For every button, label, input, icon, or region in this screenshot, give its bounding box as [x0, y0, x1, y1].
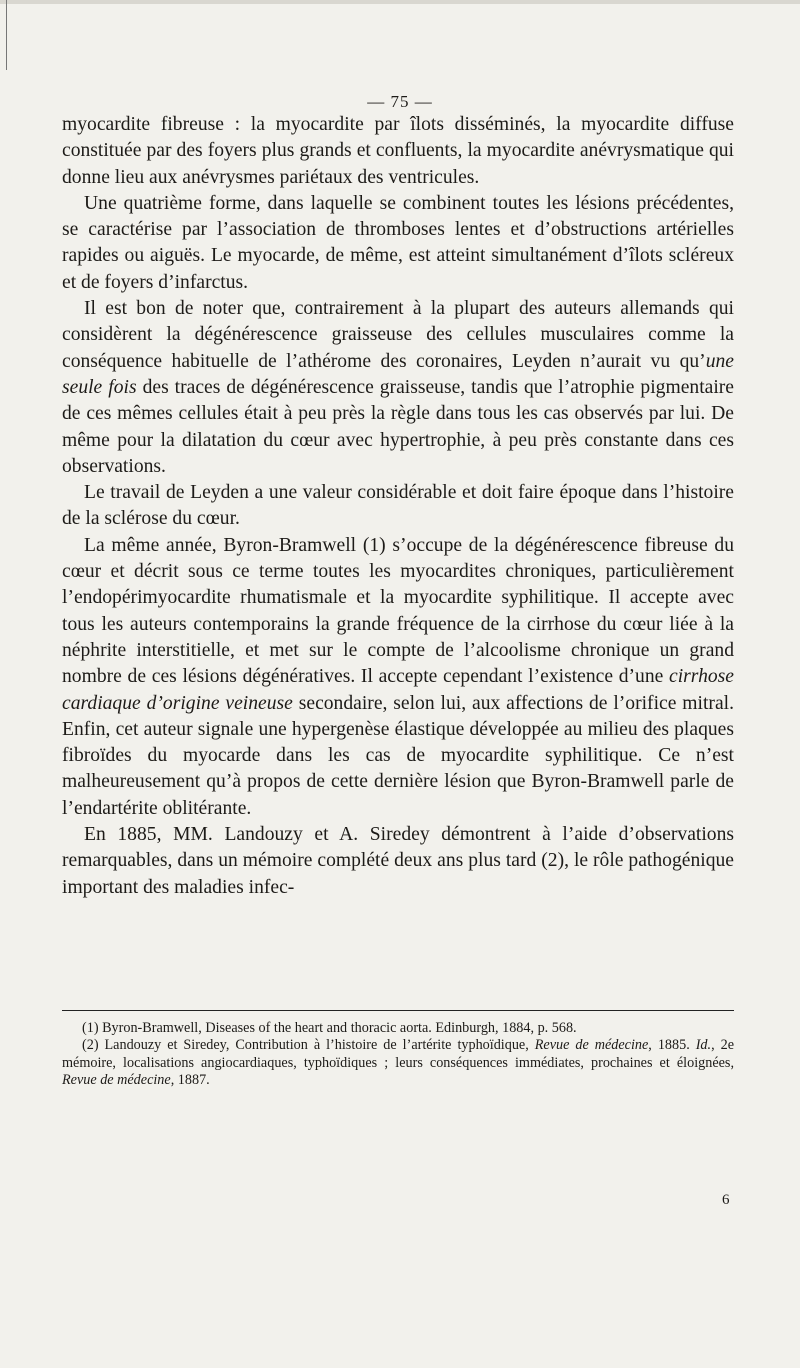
paragraph-4: Le travail de Leyden a une valeur considérable et doit faire époque dans l’histoire de la sclérose du cœur.	[62, 482, 734, 530]
page-edge-top	[0, 0, 800, 4]
footnote-rule	[62, 1010, 734, 1011]
paragraph-3: Il est bon de noter que, contrairement à la plupart des auteurs allemands qui considèrent la dégénérescence graisseuse des cellules musculaires comme la conséquence habituelle de l’athérome des coronaires, Leyden n’aurait vu qu’une seule fois des traces de dégénérescence graisseuse, tandis que l’atrophie pigmentaire de ces mêmes cellules était à peu près la règle dans tous les cas observés par lui. De même pour la dilatation du cœur avec hypertrophie, à peu près constante dans ces observations.	[62, 298, 735, 477]
paragraph-1: myocardite fibreuse : la myocardite par îlots disséminés, la myocardite diffuse constituée par des foyers plus grands et confluents, la myocardite anévrysmatique qui donne lieu aux anévrysmes pariétaux des ventricules.	[62, 114, 734, 188]
footnote-1: (1) Byron-Bramwell, Diseases of the heart and thoracic aorta. Edinburgh, 1884, p. 568.	[82, 1020, 577, 1036]
body-text	[62, 112, 734, 901]
footnote-2: (2) Landouzy et Siredey, Contribution à l’histoire de l’artérite typhoïdique, Revue de médecine, 1885. Id., 2e mémoire, localisations angiocardiaques, typhoïdiques ; leurs conséquences immédiates, prochaines et éloignées, Revue de médecine, 1887.	[62, 1037, 734, 1089]
footnotes	[62, 1020, 734, 1090]
paragraph-5: La même année, Byron-Bramwell (1) s’occupe de la dégénérescence fibreuse du cœur et décrit sous ce terme toutes les myocardites chroniques, particulièrement l’endopérimyocardite rhumatismale et la myocardite syphilitique. Il accepte avec tous les auteurs contemporains la grande fréquence de la cirrhose du cœur liée à la néphrite interstitielle, et met sur le compte de l’alcoolisme chronique un grand nombre de ces lésions dégénératives. Il accepte cependant l’existence d’une cirrhose cardiaque d’origine veineuse secondaire, selon lui, aux affections de l’orifice mitral. Enfin, cet auteur signale une hypergenèse élastique développée au milieu des plaques fibroïdes du myocarde dans les cas de myocardite syphilitique. Ce n’est malheureusement qu’à propos de cette dernière lésion que Byron-Bramwell parle de l’endartérite oblitérante.	[62, 534, 734, 819]
paragraph-2: Une quatrième forme, dans laquelle se combinent toutes les lésions précédentes, se caractérise par l’association de thromboses lentes et d’obstructions artérielles rapides ou aiguës. Le myocarde, de même, est atteint simultanément d’îlots scléreux et de foyers d’infarctus.	[62, 192, 734, 293]
signature-mark: 6	[722, 1192, 730, 1208]
paragraph-6: En 1885, MM. Landouzy et A. Siredey démontrent à l’aide d’observations remarquables, dans un mémoire complété deux ans plus tard (2), le rôle pathogénique important des maladies infec-	[62, 824, 734, 898]
page-edge-left	[0, 0, 7, 70]
page-number: — 75 —	[367, 92, 433, 111]
